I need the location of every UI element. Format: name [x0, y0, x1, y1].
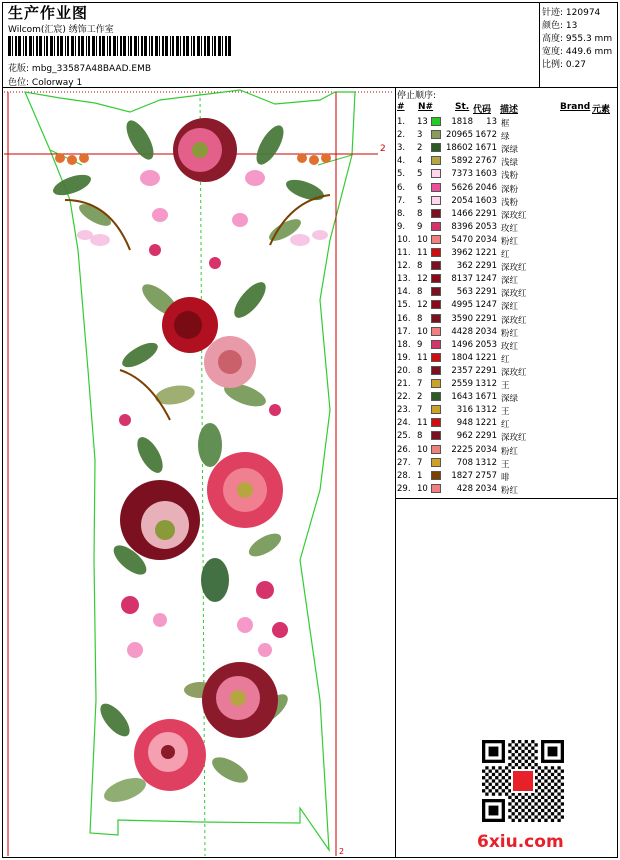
- row-code: 2053: [475, 221, 497, 232]
- row-stitches: 4428: [451, 326, 473, 337]
- sequence-row: [397, 365, 617, 378]
- sequence-row: [397, 457, 617, 470]
- row-code: 2034: [475, 234, 497, 245]
- color-swatch: [431, 130, 441, 139]
- row-num: 8.: [397, 208, 406, 219]
- row-desc: 粉红: [501, 236, 519, 247]
- row-stitches: 316: [456, 405, 473, 416]
- color-swatch: [431, 471, 441, 480]
- row-num: 2.: [397, 130, 406, 141]
- row-code: 2291: [475, 261, 497, 272]
- row-stitches: 3590: [451, 313, 473, 324]
- row-code: 2053: [475, 339, 497, 350]
- row-desc: 浅粉: [501, 171, 519, 182]
- rose-lower: [202, 662, 278, 738]
- row-needle: 11: [417, 418, 428, 429]
- row-num: 26.: [397, 444, 411, 455]
- color-swatch: [431, 300, 441, 309]
- row-num: 22.: [397, 392, 411, 403]
- sequence-row: [397, 182, 617, 195]
- sequence-row: [397, 273, 617, 286]
- rose-dark: [120, 480, 200, 560]
- color-swatch: [431, 366, 441, 375]
- rose-pink-1: [204, 336, 256, 388]
- row-needle: 5: [417, 195, 423, 206]
- row-stitches: 8137: [451, 274, 473, 285]
- row-needle: 3: [417, 130, 423, 141]
- row-stitches: 4995: [451, 300, 473, 311]
- row-code: 2291: [475, 208, 497, 219]
- color-swatch: [431, 261, 441, 270]
- row-desc: 深玫红: [501, 289, 527, 300]
- row-code: 1672: [475, 130, 497, 141]
- row-num: 24.: [397, 418, 411, 429]
- row-code: 2291: [475, 431, 497, 442]
- row-needle: 11: [417, 352, 428, 363]
- sequence-row: [397, 404, 617, 417]
- row-desc: 粉红: [501, 485, 519, 496]
- row-needle: 7: [417, 379, 423, 389]
- row-needle: 10: [417, 234, 428, 245]
- row-needle: 7: [417, 405, 423, 416]
- info-height: 高度: 955.3 mm: [542, 34, 613, 44]
- rose-red: [162, 297, 218, 353]
- row-code: 2046: [475, 182, 497, 193]
- row-needle: 8: [417, 431, 423, 442]
- row-needle: 1: [417, 470, 423, 481]
- sequence-row: [397, 470, 617, 483]
- row-num: 27.: [397, 457, 411, 468]
- row-code: 2291: [475, 313, 497, 324]
- row-code: 1221: [475, 418, 497, 429]
- sequence-row: [397, 352, 617, 365]
- row-stitches: 1804: [451, 352, 473, 363]
- sequence-header: [397, 102, 617, 114]
- info-width: 宽度: 449.6 mm: [542, 47, 613, 57]
- sequence-row: [397, 116, 617, 129]
- row-stitches: 1496: [451, 339, 473, 350]
- row-desc: 深玫红: [501, 433, 527, 444]
- color-swatch: [431, 196, 441, 205]
- row-stitches: 563: [456, 287, 473, 298]
- row-desc: 浅绿: [501, 158, 519, 169]
- color-swatch: [431, 418, 441, 427]
- row-num: 6.: [397, 182, 406, 193]
- sequence-row: [397, 299, 617, 312]
- rose-large: [207, 452, 283, 528]
- row-stitches: 962: [456, 431, 473, 442]
- row-stitches: 18602: [445, 143, 473, 154]
- row-code: 1671: [475, 392, 497, 403]
- pattern-label: 花版:: [8, 64, 30, 74]
- right-marker: 2: [380, 144, 386, 154]
- row-num: 29.: [397, 483, 411, 494]
- header-desc: 描述: [500, 105, 519, 115]
- row-desc: 啡: [501, 472, 510, 483]
- sequence-row: [397, 430, 617, 443]
- row-needle: 9: [417, 339, 423, 350]
- row-num: 4.: [397, 156, 406, 167]
- row-code: 2034: [475, 444, 497, 455]
- sequence-row: [397, 208, 617, 221]
- row-num: 23.: [397, 405, 411, 416]
- row-stitches: 428: [456, 483, 473, 494]
- row-stitches: 5470: [451, 234, 473, 245]
- header-n: N#: [418, 102, 434, 112]
- sequence-row: [397, 417, 617, 430]
- row-desc: 王: [501, 459, 510, 470]
- row-stitches: 362: [456, 261, 473, 272]
- row-code: 1312: [475, 457, 497, 468]
- row-stitches: 7373: [451, 169, 473, 180]
- sequence-row: [397, 313, 617, 326]
- row-needle: 13: [417, 117, 428, 127]
- color-swatch: [431, 392, 441, 401]
- row-num: 1.: [397, 117, 406, 127]
- row-needle: 11: [417, 248, 428, 258]
- color-swatch: [431, 379, 441, 388]
- barcode: [8, 36, 234, 56]
- row-desc: 框: [501, 119, 510, 129]
- row-num: 25.: [397, 431, 411, 442]
- color-swatch: [431, 340, 441, 349]
- watermark-logo: 6xiu.com: [477, 832, 564, 852]
- row-code: 1247: [475, 274, 497, 285]
- row-stitches: 948: [456, 418, 473, 429]
- row-desc: 浅粉: [501, 197, 519, 208]
- sequence-row: [397, 234, 617, 247]
- row-code: 1603: [475, 195, 497, 206]
- sequence-row: [397, 444, 617, 457]
- row-needle: 7: [417, 457, 423, 468]
- page-title: 生产作业图: [8, 4, 89, 22]
- row-stitches: 5626: [451, 182, 473, 193]
- sequence-row: [397, 378, 617, 391]
- row-code: 2034: [475, 326, 497, 337]
- row-stitches: 20965: [445, 130, 473, 141]
- color-swatch: [431, 405, 441, 414]
- row-stitches: 5892: [451, 156, 473, 167]
- qr-code: [482, 740, 564, 822]
- row-desc: 深玫红: [501, 263, 527, 274]
- row-num: 21.: [397, 379, 411, 389]
- row-needle: 8: [417, 261, 423, 272]
- row-code: 2034: [475, 483, 497, 494]
- bottom-marker: 2: [339, 847, 345, 856]
- row-stitches: 708: [456, 457, 473, 468]
- row-stitches: 2559: [451, 379, 473, 389]
- sequence-row: [397, 326, 617, 339]
- row-needle: 10: [417, 326, 428, 337]
- row-needle: 2: [417, 143, 423, 154]
- row-needle: 8: [417, 287, 423, 298]
- row-num: 5.: [397, 169, 406, 180]
- header-st: St.: [455, 102, 470, 112]
- pattern-filename: mbg_33587A48BAAD.EMB: [31, 64, 152, 74]
- row-code: 1312: [475, 405, 497, 416]
- row-num: 13.: [397, 274, 411, 285]
- row-num: 20.: [397, 365, 411, 376]
- row-desc: 深粉: [501, 184, 519, 195]
- row-code: 13: [486, 117, 497, 127]
- row-desc: 深红: [501, 276, 519, 287]
- rose-bottom: [134, 719, 206, 791]
- row-num: 9.: [397, 221, 406, 232]
- row-code: 2291: [475, 365, 497, 376]
- rose-top: [173, 118, 237, 182]
- row-desc: 深红: [501, 302, 519, 313]
- color-swatch: [431, 235, 441, 244]
- row-stitches: 3962: [451, 248, 473, 258]
- row-desc: 深玫红: [501, 367, 527, 378]
- row-code: 1312: [475, 379, 497, 389]
- row-desc: 王: [501, 381, 510, 391]
- row-desc: 绿: [501, 132, 510, 143]
- sequence-row: [397, 483, 617, 496]
- header-num: #: [397, 102, 405, 112]
- sequence-row: [397, 286, 617, 299]
- row-stitches: 2054: [451, 195, 473, 206]
- header-code: 代码: [473, 105, 492, 115]
- row-stitches: 2225: [451, 444, 473, 455]
- colorway-label: 色位:: [8, 78, 30, 88]
- color-swatch: [431, 327, 441, 336]
- color-swatch: [431, 156, 441, 165]
- info-stitches: 针迹: 120974: [542, 8, 601, 18]
- row-desc: 深玫红: [501, 315, 527, 326]
- row-num: 7.: [397, 195, 406, 206]
- row-needle: 9: [417, 221, 423, 232]
- row-num: 19.: [397, 352, 411, 363]
- row-stitches: 1818: [451, 117, 473, 127]
- row-needle: 5: [417, 169, 423, 180]
- sequence-row: [397, 142, 617, 155]
- row-desc: 玫红: [501, 341, 519, 352]
- color-swatch: [431, 222, 441, 231]
- row-num: 16.: [397, 313, 411, 324]
- row-stitches: 1466: [451, 208, 473, 219]
- row-stitches: 1827: [451, 470, 473, 481]
- row-needle: 10: [417, 444, 428, 455]
- row-desc: 红: [501, 354, 510, 365]
- colorway-value: Colorway 1: [31, 78, 83, 88]
- sequence-row: [397, 247, 617, 260]
- row-stitches: 2357: [451, 365, 473, 376]
- row-desc: 红: [501, 250, 510, 260]
- header-brand: Brand: [560, 102, 591, 112]
- color-swatch: [431, 431, 441, 440]
- row-num: 17.: [397, 326, 411, 337]
- sequence-row: [397, 155, 617, 168]
- row-desc: 深玫红: [501, 210, 527, 221]
- row-desc: 王: [501, 407, 510, 418]
- sequence-row: [397, 260, 617, 273]
- sequence-row: [397, 339, 617, 352]
- row-num: 3.: [397, 143, 406, 154]
- color-swatch: [431, 143, 441, 152]
- row-needle: 12: [417, 300, 428, 311]
- color-swatch: [431, 274, 441, 283]
- row-num: 11.: [397, 248, 411, 258]
- row-code: 1671: [475, 143, 497, 154]
- colorway-line: [8, 75, 82, 88]
- row-desc: 深绿: [501, 394, 519, 405]
- row-code: 2767: [475, 156, 497, 167]
- row-desc: 粉红: [501, 328, 519, 339]
- row-needle: 8: [417, 365, 423, 376]
- color-swatch: [431, 314, 441, 323]
- color-swatch: [431, 445, 441, 454]
- color-swatch: [431, 353, 441, 362]
- sequence-row: [397, 195, 617, 208]
- row-code: 1221: [475, 352, 497, 363]
- row-code: 1221: [475, 248, 497, 258]
- row-needle: 8: [417, 208, 423, 219]
- color-swatch: [431, 169, 441, 178]
- sequence-row: [397, 129, 617, 142]
- row-desc: 玫红: [501, 223, 519, 234]
- company-name: Wilcom(汇宸) 绣饰工作室: [8, 25, 114, 35]
- row-needle: 2: [417, 392, 423, 403]
- row-desc: 红: [501, 420, 510, 431]
- row-code: 2757: [475, 470, 497, 481]
- color-swatch: [431, 484, 441, 493]
- row-num: 15.: [397, 300, 411, 311]
- color-swatch: [431, 248, 441, 257]
- row-needle: 10: [417, 483, 428, 494]
- row-needle: 12: [417, 274, 428, 285]
- header-elem: 元素: [592, 105, 611, 115]
- row-num: 18.: [397, 339, 411, 350]
- color-swatch: [431, 183, 441, 192]
- row-code: 1603: [475, 169, 497, 180]
- sequence-row: [397, 391, 617, 404]
- row-num: 10.: [397, 234, 411, 245]
- row-stitches: 1643: [451, 392, 473, 403]
- color-swatch: [431, 209, 441, 218]
- embroidery-design: [3, 88, 395, 857]
- row-desc: 深绿: [501, 145, 519, 156]
- color-swatch: [431, 117, 441, 126]
- row-needle: 4: [417, 156, 423, 167]
- row-num: 28.: [397, 470, 411, 481]
- info-scale: 比例: 0.27: [542, 60, 586, 70]
- color-swatch: [431, 458, 441, 467]
- row-code: 2291: [475, 287, 497, 298]
- row-stitches: 8396: [451, 221, 473, 232]
- row-code: 1247: [475, 300, 497, 311]
- stop-sequence-title: 停止顺序:: [397, 91, 437, 101]
- row-num: 14.: [397, 287, 411, 298]
- row-num: 12.: [397, 261, 411, 272]
- info-colors: 颜色: 13: [542, 21, 578, 31]
- row-desc: 粉红: [501, 446, 519, 457]
- row-needle: 8: [417, 313, 423, 324]
- sequence-row: [397, 221, 617, 234]
- color-swatch: [431, 287, 441, 296]
- pattern-line: [8, 61, 151, 74]
- row-needle: 6: [417, 182, 423, 193]
- sequence-row: [397, 168, 617, 181]
